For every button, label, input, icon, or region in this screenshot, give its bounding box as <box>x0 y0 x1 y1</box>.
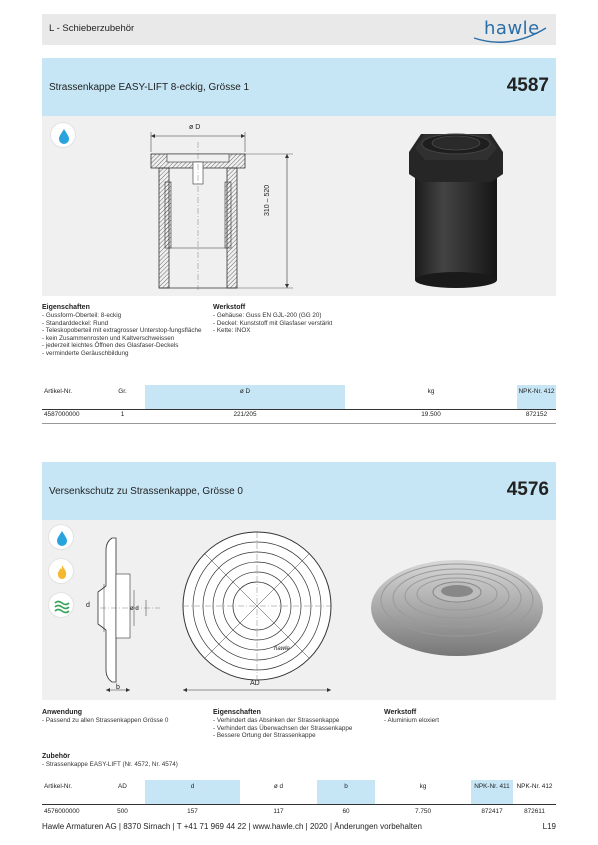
article-table-4576 <box>42 780 556 820</box>
table-header: Artikel-Nr. <box>44 783 73 790</box>
dim-b-label: b <box>116 684 120 691</box>
product-photo-4576 <box>367 538 547 668</box>
list-item: - Aluminium eloxiert <box>384 717 544 725</box>
eigenschaften-heading: Eigenschaften <box>213 709 261 716</box>
list-item: - Standarddeckel: Rund <box>42 320 212 328</box>
table-row <box>42 808 556 818</box>
product-number: 4576 <box>506 479 549 500</box>
top-bar <box>42 14 556 45</box>
dim-od-label: ø d <box>130 606 139 612</box>
table-header: kg <box>427 388 435 395</box>
page-number: L19 <box>542 822 556 831</box>
zubehoer-heading: Zubehör <box>42 753 70 760</box>
list-item: - Gehäuse: Guss EN GJL-200 (GG 20) <box>213 312 413 320</box>
table-header: ø D <box>145 385 345 409</box>
dim-d-label: d <box>86 602 90 609</box>
product-header-4587 <box>42 58 556 116</box>
product-title: Versenkschutz zu Strassenkappe, Grösse 0 <box>49 486 243 497</box>
list-item: - Deckel: Kunststoff mit Glasfaser verstärkt <box>213 320 413 328</box>
table-cell: 872152 <box>525 411 548 418</box>
table-cell: 4576000000 <box>44 808 80 815</box>
table-header: NPK-Nr. 412 <box>516 783 553 790</box>
eigenschaften-list <box>42 312 212 358</box>
table-header: kg <box>419 783 427 790</box>
table-cell: 872417 <box>481 808 503 815</box>
dim-height-label: 310 – 520 <box>264 184 271 216</box>
product-number: 4587 <box>506 75 549 96</box>
werkstoff-heading: Werkstoff <box>213 304 246 311</box>
table-cell: 500 <box>117 808 128 815</box>
footer-text: Hawle Armaturen AG | 8370 Sirnach | T +41 71 969 44 22 | www.hawle.ch | 2020 | Änderungen vorbehalten <box>42 822 422 831</box>
technical-drawing-4587 <box>137 122 317 292</box>
list-item: - Verhindert das Überwachsen der Strassenkappe <box>213 725 388 733</box>
table-header: NPK-Nr. 411 <box>471 780 513 804</box>
list-item: - Bessere Ortung der Strassenkappe <box>213 732 388 740</box>
water-drop-icon <box>50 122 76 148</box>
werkstoff-list <box>213 312 413 335</box>
table-cell: 872611 <box>524 808 545 815</box>
table-header: b <box>317 780 375 804</box>
table-header: Gr. <box>118 388 127 395</box>
product-image-panel-4576 <box>42 520 556 700</box>
article-table-4587 <box>42 385 556 425</box>
breadcrumb: L - Schieberzubehör <box>49 23 135 34</box>
product-photo-4587 <box>397 122 517 292</box>
product-image-panel-4587 <box>42 116 556 296</box>
list-item: - jederzeit leichtes Öffnen des Glasfaser-Deckels <box>42 342 212 350</box>
table-cell: 1 <box>120 411 125 418</box>
table-cell: 19.500 <box>421 411 441 418</box>
zubehoer-list <box>42 761 292 769</box>
hawle-logo <box>470 16 550 43</box>
table-cell: 60 <box>342 808 350 815</box>
list-item: - Kette: INOX <box>213 327 413 335</box>
werkstoff-heading: Werkstoff <box>384 709 417 716</box>
product-title: Strassenkappe EASY-LIFT 8-eckig, Grösse 1 <box>49 82 250 93</box>
dim-od-label: ø D <box>189 124 201 131</box>
table-header: Artikel-Nr. <box>44 388 73 395</box>
table-row <box>42 411 556 421</box>
flame-icon <box>48 558 74 584</box>
dim-ad-label: AD <box>250 680 260 687</box>
small-logo-text: hawle <box>274 646 290 652</box>
list-item: - Gussform-Oberteil: 8-eckig <box>42 312 212 320</box>
table-header: NPK-Nr. 412 <box>517 385 556 409</box>
table-cell: 117 <box>273 808 284 815</box>
list-item: - Passend zu allen Strassenkappen Grösse 0 <box>42 717 212 725</box>
list-item: - Teleskopoberteil mit extragrosser Unterstop-fungsfläche <box>42 327 212 335</box>
table-header: AD <box>118 783 127 790</box>
list-item: - Strassenkappe EASY-LIFT (Nr. 4572, Nr. 4574) <box>42 761 292 769</box>
waves-icon <box>48 592 74 618</box>
list-item: - kein Zusammenrosten und Kaltverschweissen <box>42 335 212 343</box>
list-item: - Verhindert das Absinken der Strassenkappe <box>213 717 388 725</box>
anwendung-list <box>42 717 212 725</box>
table-cell: 4587000000 <box>44 411 80 418</box>
top-view-drawing <box>177 526 337 696</box>
product-header-4576 <box>42 462 556 520</box>
werkstoff-list <box>384 717 544 725</box>
table-header: ø d <box>273 783 284 790</box>
table-cell: 221/205 <box>233 411 257 418</box>
list-item: - verminderte Geräuschbildung <box>42 350 212 358</box>
table-cell: 157 <box>187 808 198 815</box>
side-section-drawing <box>90 528 170 696</box>
eigenschaften-heading: Eigenschaften <box>42 304 90 311</box>
eigenschaften-list <box>213 717 388 740</box>
table-cell: 7.750 <box>415 808 431 815</box>
logo-text: hawle <box>484 18 540 39</box>
table-header: d <box>145 780 240 804</box>
anwendung-heading: Anwendung <box>42 709 83 716</box>
water-drop-icon <box>48 524 74 550</box>
